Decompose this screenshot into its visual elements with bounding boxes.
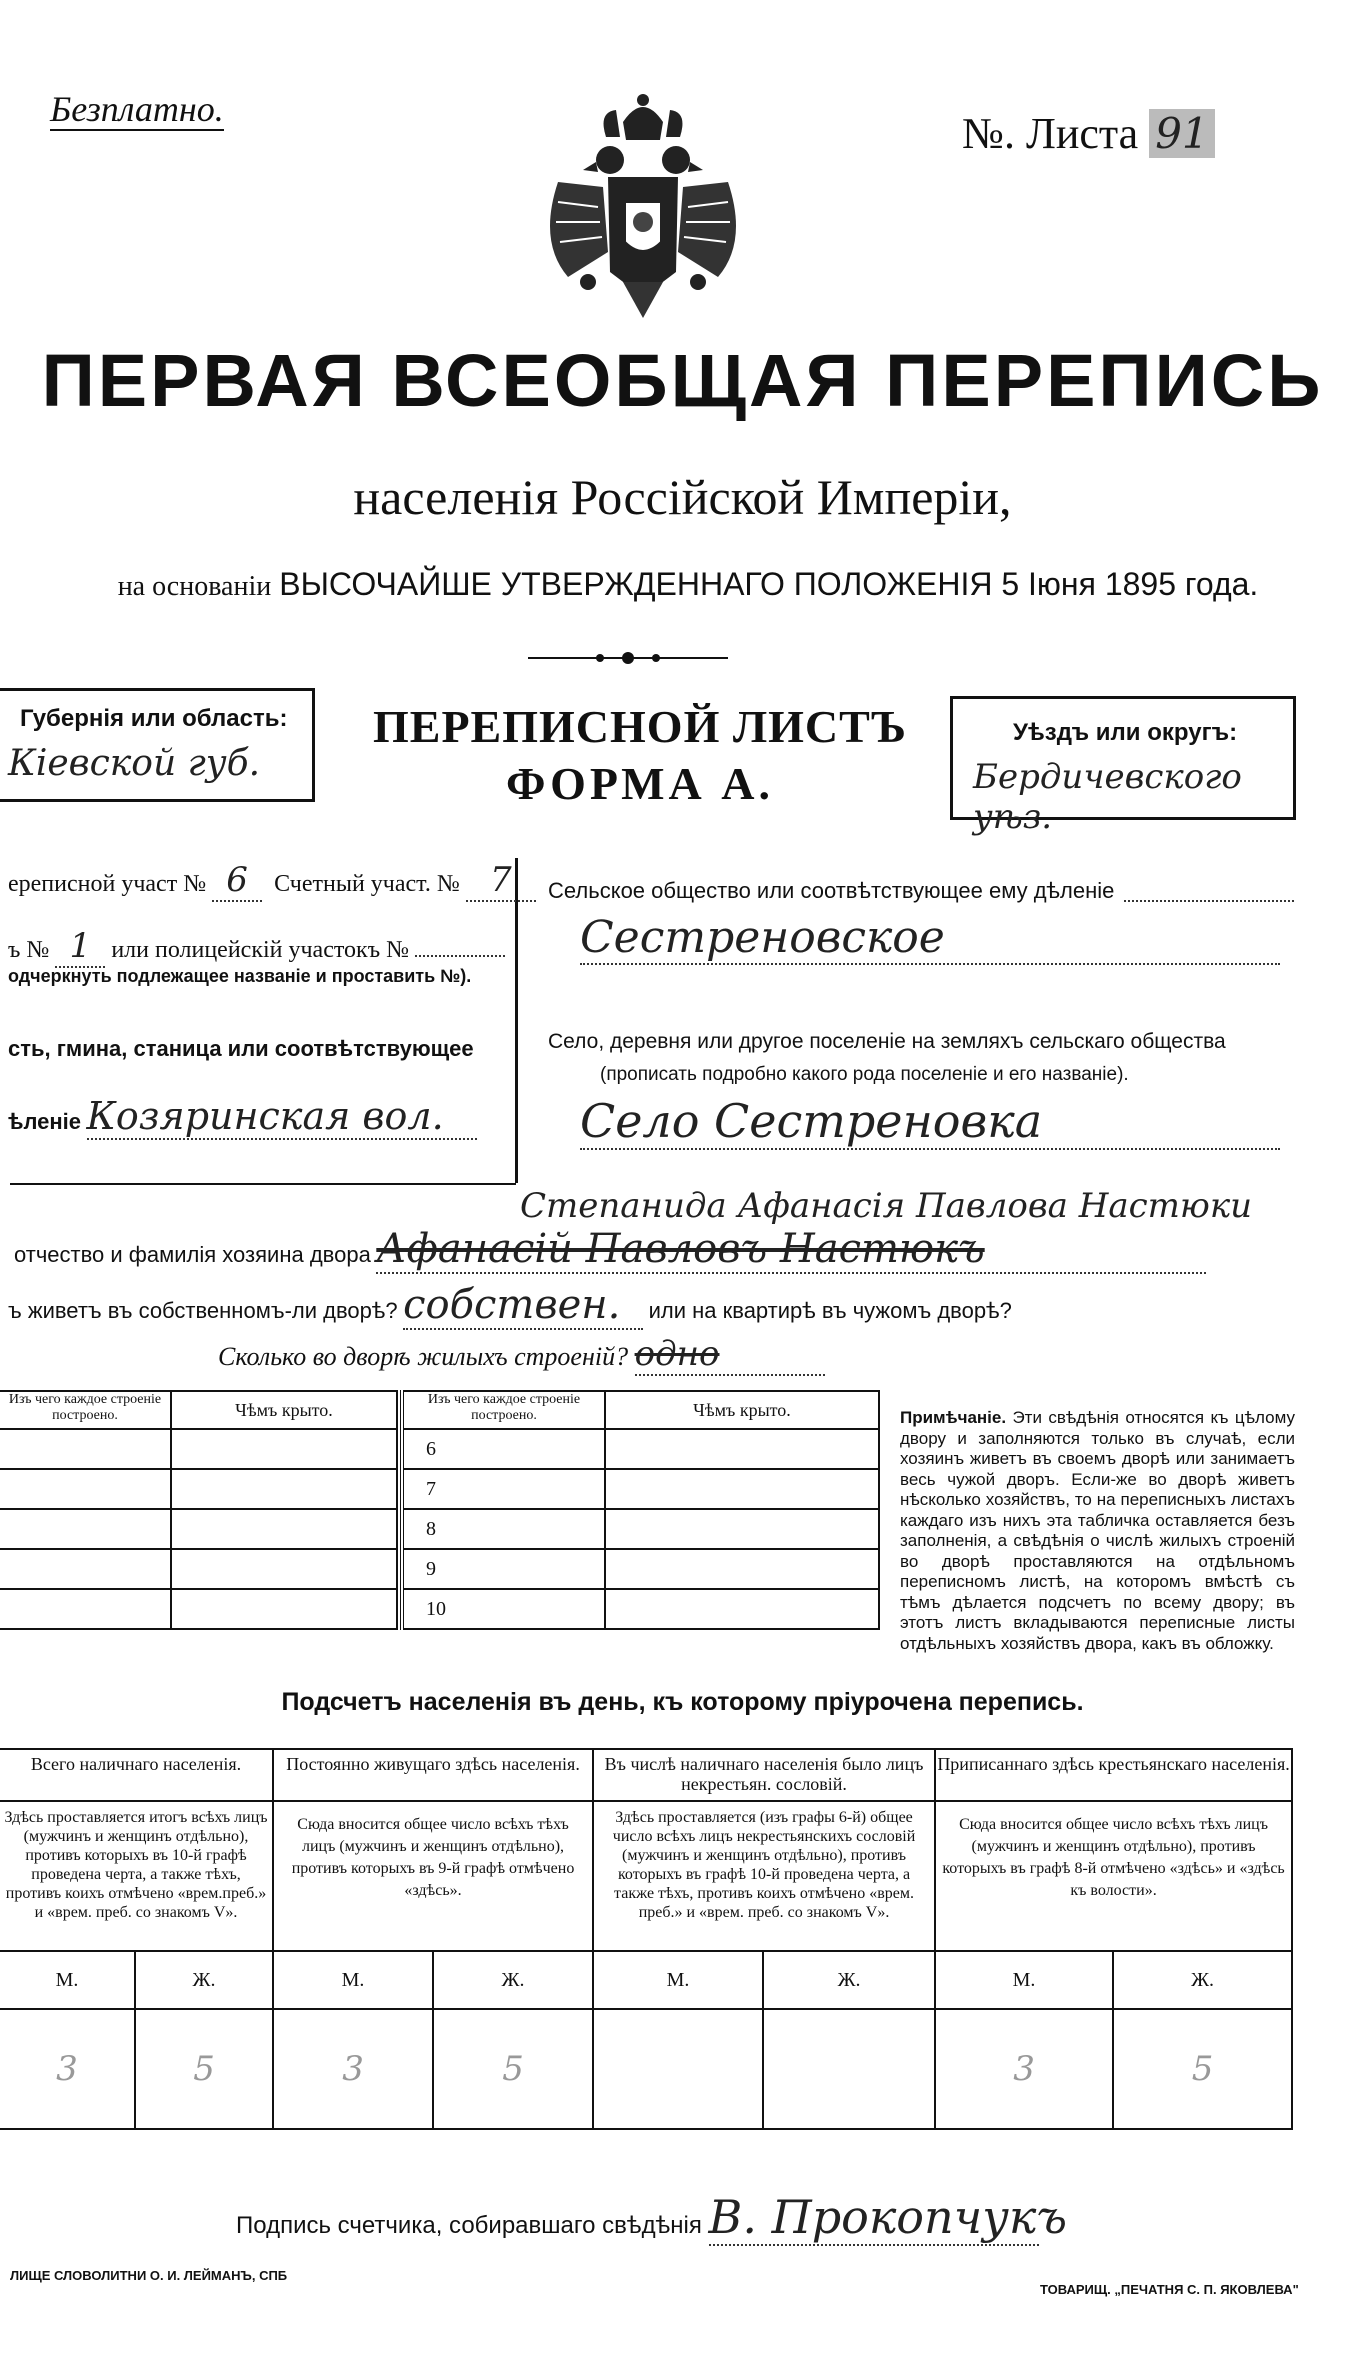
stan-prefix: ъ № — [8, 937, 50, 963]
female-label: Ж. — [135, 1951, 273, 2009]
lives-label-1: ъ живетъ въ собственномъ-ли дворѣ? — [8, 1298, 398, 1323]
pop-value-peasant-f[interactable]: 5 — [1113, 2009, 1292, 2129]
building-cell[interactable] — [0, 1429, 171, 1469]
building-cell[interactable] — [605, 1429, 879, 1469]
district-value: 6 — [212, 860, 262, 902]
building-cell[interactable] — [171, 1429, 397, 1469]
pop-value-present-m[interactable]: 3 — [0, 2009, 135, 2129]
form-title — [320, 700, 960, 810]
building-cell[interactable] — [171, 1509, 397, 1549]
building-table-header-material: Изъ чего каждое строеніе построено. — [0, 1391, 171, 1429]
note-title: Примѣчаніе. — [900, 1408, 1007, 1427]
building-row-number: 6 — [402, 1429, 605, 1469]
pop-col-desc-permanent: Сюда вносится общее число всѣхъ тѣхъ лицъ (мужчинъ и женщинъ отдѣльно), противъ которыхъ въ 9-й графѣ отмѣчено «здѣсь». — [273, 1801, 593, 1951]
uezd-box — [950, 696, 1296, 837]
building-table-left — [0, 1390, 398, 1630]
village-note: (прописать подробно какого рода поселеніе и его названіе). — [600, 1064, 1129, 1085]
building-row-number: 7 — [402, 1469, 605, 1509]
free-label — [50, 88, 224, 130]
society-label: Сельское общество или соотвѣтствующее ему дѣленіе — [548, 878, 1115, 903]
uezd-label: Уѣздъ или округъ: — [1013, 719, 1238, 746]
pop-col-header-nonpeasant: Въ числѣ наличнаго населенія было лицъ некрестьян. сословій. — [593, 1749, 935, 1801]
sheet-number-value: 91 — [1149, 109, 1214, 158]
stan-blank — [415, 955, 505, 957]
building-table-header-roof-2: Чѣмъ крыто. — [605, 1391, 879, 1429]
pop-col-header-peasant: Приписаннаго здѣсь крестьянскаго населенія. — [935, 1749, 1292, 1801]
building-row-number: 8 — [402, 1509, 605, 1549]
division-label: ѣленіе — [8, 1109, 82, 1134]
lives-row — [8, 1282, 1012, 1330]
owner-row — [14, 1226, 1206, 1274]
society-label-dots — [1124, 900, 1294, 902]
building-table-right — [400, 1390, 880, 1630]
owner-value-struck: Афанасій Павловъ Настюкъ — [376, 1226, 1206, 1274]
note-text: Эти свѣдѣнія относятся къ цѣлому двору и заполняются только въ случаѣ, если хозяинъ живетъ въ своемъ дворѣ или занимаетъ весь чужой дворъ. Если-же во дворѣ живетъ нѣсколько хозяйствъ, то на переписныхъ листахъ каждаго изъ нихъ эта табличка оставляется безъ заполненія, а свѣдѣнія о числѣ жилыхъ строеній во дворѣ проставляются на отдѣльномъ переписномъ листѣ, на которомъ вмѣстѣ съ тѣмъ дѣлается подсчетъ по всему двору; въ этотъ листъ вкладываются переписные листы отдѣльныхъ хозяйствъ двора, какъ въ обложку. — [900, 1408, 1295, 1653]
pop-col-header-present: Всего наличнаго населенія. — [0, 1749, 273, 1801]
male-label: М. — [0, 1951, 135, 2009]
building-table-header-material-2: Изъ чего каждое строеніе построено. — [402, 1391, 605, 1429]
pop-value-peasant-m[interactable]: 3 — [935, 2009, 1113, 2129]
pop-value-nonpeasant-m[interactable] — [593, 2009, 763, 2129]
census-subtitle: населенія Россійской Имперіи, — [353, 469, 1012, 525]
female-label: Ж. — [763, 1951, 935, 2009]
building-cell[interactable] — [605, 1549, 879, 1589]
sheet-number-label: №. Листа — [962, 109, 1139, 158]
signature-value: В. Прокопчукъ — [708, 2190, 1068, 2244]
guberniya-label: Губернія или область: — [20, 705, 288, 732]
signature-label: Подпись счетчика, собиравшаго свѣдѣнія — [236, 2212, 702, 2239]
building-cell[interactable] — [171, 1549, 397, 1589]
male-label: М. — [273, 1951, 433, 2009]
building-cell[interactable] — [605, 1509, 879, 1549]
female-label: Ж. — [1113, 1951, 1292, 2009]
signature-row — [236, 2190, 1068, 2246]
guberniya-box — [0, 688, 315, 802]
division-value: Козяринская вол. — [87, 1094, 477, 1140]
building-cell[interactable] — [605, 1469, 879, 1509]
lives-value: собствен. — [403, 1282, 643, 1330]
free-label-text: Безплатно. — [50, 89, 224, 129]
male-label: М. — [935, 1951, 1113, 2009]
buildings-value: одно — [635, 1334, 825, 1376]
owner-label: отчество и фамилія хозяина двора — [14, 1242, 371, 1267]
stan-row — [8, 926, 505, 968]
building-cell[interactable] — [0, 1589, 171, 1629]
division-row — [8, 1094, 477, 1140]
printer-left: ЛИЩЕ СЛОВОЛИТНИ О. И. ЛЕЙМАНЪ, СПБ — [10, 2268, 288, 2283]
pop-value-present-f[interactable]: 5 — [135, 2009, 273, 2129]
building-cell[interactable] — [0, 1509, 171, 1549]
district-row — [8, 860, 536, 902]
building-row-number: 9 — [402, 1549, 605, 1589]
building-cell[interactable] — [171, 1589, 397, 1629]
building-cell[interactable] — [605, 1589, 879, 1629]
pop-value-permanent-f[interactable]: 5 — [433, 2009, 593, 2129]
pop-col-desc-present: Здѣсь проставляется итогъ всѣхъ лицъ (мужчинъ и женщинъ отдѣльно), противъ которыхъ въ 10-й графѣ проведена черта, а также тѣхъ, противъ коихъ отмѣчено «врем.преб.» и «врем. преб. со знакомъ V». — [0, 1801, 273, 1951]
form-title-line1: ПЕРЕПИСНОЙ ЛИСТЪ — [372, 701, 908, 752]
count-section-title: Подсчетъ населенія въ день, къ которому пріурочена перепись. — [281, 1688, 1084, 1716]
legal-basis — [38, 566, 1338, 603]
vertical-divider — [515, 858, 518, 1183]
uezd-value: Бердичевского уѣз. — [973, 757, 1242, 837]
census-title: ПЕРВАЯ ВСЕОБЩАЯ ПЕРЕПИСЬ — [41, 339, 1324, 422]
owner-value-over: Степанида Афанасія Павлова Настюки — [520, 1186, 1253, 1226]
ornament-divider — [528, 648, 728, 668]
imperial-eagle-emblem — [528, 82, 758, 322]
village-value: Село Сестреновка — [580, 1094, 1280, 1150]
underline-note: одчеркнуть подлежащее названіе и проставить №). — [8, 966, 472, 986]
volost-label: сть, гмина, станица или соотвѣтствующее — [8, 1036, 474, 1061]
form-title-line2: ФОРМА А. — [506, 758, 774, 809]
building-cell[interactable] — [171, 1469, 397, 1509]
count-value: 7 — [466, 860, 536, 902]
printer-right: ТОВАРИЩ. „ПЕЧАТНЯ С. П. ЯКОВЛЕВА" — [1040, 2282, 1299, 2297]
pop-value-permanent-m[interactable]: 3 — [273, 2009, 433, 2129]
population-table — [0, 1748, 1293, 2130]
pop-col-desc-nonpeasant: Здѣсь проставляется (изъ графы 6-й) общее число всѣхъ лицъ некрестьянскихъ сословій (мужчинъ и женщинъ отдѣльно), противъ которыхъ въ графѣ 10-й проведена черта, а также тѣхъ, противъ коихъ отмѣчено «врем. преб.» и «врем. преб. со знакомъ V». — [593, 1801, 935, 1951]
pop-col-header-permanent: Постоянно живущаго здѣсь населенія. — [273, 1749, 593, 1801]
guberniya-value: Кіевской губ. — [8, 743, 261, 784]
stan-label: или полицейскій участокъ № — [111, 937, 410, 963]
lives-label-2: или на квартирѣ въ чужомъ дворѣ? — [648, 1298, 1012, 1323]
pop-col-desc-peasant: Сюда вносится общее число всѣхъ тѣхъ лицъ (мужчинъ и женщинъ отдѣльно), противъ которыхъ въ графѣ 8-й отмѣчено «здѣсь» и «здѣсь къ волости». — [935, 1801, 1292, 1951]
buildings-row — [218, 1334, 825, 1376]
district-label: ереписной участ № — [8, 871, 207, 897]
legal-basis-prefix: на основаніи — [117, 571, 272, 602]
block-bottom-line — [10, 1183, 516, 1185]
building-cell[interactable] — [0, 1549, 171, 1589]
buildings-label: Сколько во дворѣ жилыхъ строеній? — [218, 1342, 629, 1371]
legal-basis-main: ВЫСОЧАЙШЕ УТВЕРЖДЕННАГО ПОЛОЖЕНІЯ 5 Іюня 1895 года. — [279, 566, 1259, 602]
building-row-number: 10 — [402, 1589, 605, 1629]
note-block — [900, 1408, 1295, 1654]
female-label: Ж. — [433, 1951, 593, 2009]
sheet-number — [962, 108, 1215, 159]
count-label: Счетный участ. № — [274, 871, 460, 897]
society-value: Сестреновское — [580, 912, 1280, 965]
building-cell[interactable] — [0, 1469, 171, 1509]
stan-value: 1 — [55, 926, 105, 968]
building-table-header-roof: Чѣмъ крыто. — [171, 1391, 397, 1429]
pop-value-nonpeasant-f[interactable] — [763, 2009, 935, 2129]
village-label: Село, деревня или другое поселеніе на земляхъ сельскаго общества — [548, 1030, 1226, 1053]
male-label: М. — [593, 1951, 763, 2009]
